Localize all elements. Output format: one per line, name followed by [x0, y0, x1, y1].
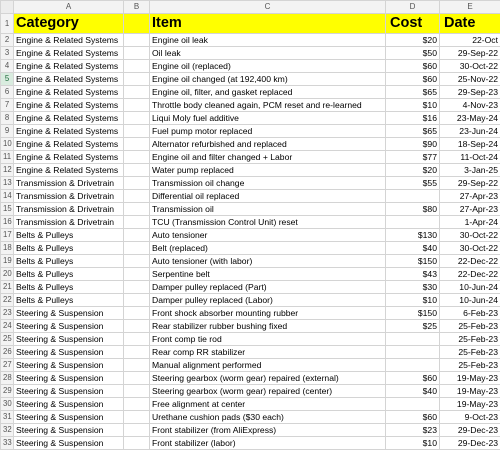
cell-empty-b[interactable]	[124, 411, 150, 424]
row-number[interactable]: 20	[1, 268, 14, 281]
cell-empty-b[interactable]	[124, 190, 150, 203]
row-number[interactable]: 28	[1, 372, 14, 385]
table-row	[1, 86, 500, 99]
cell-empty-b[interactable]	[124, 281, 150, 294]
cell-cost[interactable]: $10	[386, 437, 440, 450]
cell-category[interactable]: Steering & Suspension	[14, 411, 124, 424]
cell-item[interactable]: Front comp tie rod	[150, 333, 386, 346]
cell-category[interactable]: Engine & Related Systems	[14, 151, 124, 164]
row-number[interactable]: 6	[1, 86, 14, 99]
table-row	[1, 411, 500, 424]
cell-date[interactable]: 11-Oct-24	[440, 151, 500, 164]
table-row	[1, 346, 500, 359]
cell-empty-b[interactable]	[124, 346, 150, 359]
table-row	[1, 125, 500, 138]
cell-empty-b[interactable]	[124, 112, 150, 125]
cell-cost[interactable]: $20	[386, 34, 440, 47]
table-row	[1, 255, 500, 268]
cell-category[interactable]: Steering & Suspension	[14, 320, 124, 333]
cell-empty-b[interactable]	[124, 125, 150, 138]
cell-category[interactable]: Steering & Suspension	[14, 372, 124, 385]
cell-cost[interactable]: $25	[386, 320, 440, 333]
row-number[interactable]: 30	[1, 398, 14, 411]
cell-date[interactable]: 30-Oct-22	[440, 60, 500, 73]
cell-date[interactable]: 22-Dec-22	[440, 255, 500, 268]
cell-category[interactable]: Steering & Suspension	[14, 346, 124, 359]
row-number[interactable]: 21	[1, 281, 14, 294]
cell-date[interactable]: 25-Nov-22	[440, 73, 500, 86]
row-number[interactable]: 15	[1, 203, 14, 216]
cell-category[interactable]: Steering & Suspension	[14, 359, 124, 372]
header-cell-item[interactable]: Item	[150, 14, 386, 34]
cell-date[interactable]: 29-Dec-23	[440, 424, 500, 437]
cell-category[interactable]: Transmission & Drivetrain	[14, 177, 124, 190]
row-number[interactable]: 11	[1, 151, 14, 164]
row-number[interactable]: 33	[1, 437, 14, 450]
header-cell-date[interactable]: Date	[440, 14, 500, 34]
table-row	[1, 112, 500, 125]
cell-empty-b[interactable]	[124, 424, 150, 437]
table-row	[1, 47, 500, 60]
cell-category[interactable]: Belts & Pulleys	[14, 229, 124, 242]
table-row	[1, 437, 500, 450]
table-row	[1, 190, 500, 203]
cell-cost[interactable]	[386, 333, 440, 346]
cell-cost[interactable]: $50	[386, 47, 440, 60]
cell-category[interactable]: Engine & Related Systems	[14, 47, 124, 60]
row-number[interactable]: 4	[1, 60, 14, 73]
row-number[interactable]: 12	[1, 164, 14, 177]
cell-date[interactable]: 25-Feb-23	[440, 359, 500, 372]
header-cell-cost[interactable]: Cost	[386, 14, 440, 34]
cell-empty-b[interactable]	[124, 86, 150, 99]
cell-item[interactable]: Rear comp RR stabilizer	[150, 346, 386, 359]
cell-item[interactable]: Engine oil changed (at 192,400 km)	[150, 73, 386, 86]
cell-empty-b[interactable]	[124, 242, 150, 255]
table-row	[1, 99, 500, 112]
cell-date[interactable]: 10-Jun-24	[440, 281, 500, 294]
table-row	[1, 294, 500, 307]
cell-cost[interactable]: $130	[386, 229, 440, 242]
cell-cost[interactable]: $80	[386, 203, 440, 216]
cell-empty-b[interactable]	[124, 73, 150, 86]
cell-item[interactable]: Front shock absorber mounting rubber	[150, 307, 386, 320]
cell-date[interactable]: 29-Sep-22	[440, 177, 500, 190]
row-number[interactable]: 2	[1, 34, 14, 47]
cell-cost[interactable]: $60	[386, 60, 440, 73]
row-number[interactable]: 18	[1, 242, 14, 255]
table-row	[1, 60, 500, 73]
cell-category[interactable]: Engine & Related Systems	[14, 125, 124, 138]
cell-category[interactable]: Engine & Related Systems	[14, 34, 124, 47]
cell-date[interactable]: 29-Dec-23	[440, 437, 500, 450]
cell-category[interactable]: Engine & Related Systems	[14, 73, 124, 86]
cell-date[interactable]: 29-Sep-23	[440, 86, 500, 99]
cell-item[interactable]: Engine oil leak	[150, 34, 386, 47]
cell-cost[interactable]: $150	[386, 307, 440, 320]
table-row	[1, 398, 500, 411]
cell-empty-b[interactable]	[124, 151, 150, 164]
cell-category[interactable]: Steering & Suspension	[14, 385, 124, 398]
cell-item[interactable]: Urethane cushion pads ($30 each)	[150, 411, 386, 424]
column-header-row	[1, 1, 500, 14]
header-cell-category[interactable]: Category	[14, 14, 124, 34]
cell-cost[interactable]: $65	[386, 125, 440, 138]
cell-category[interactable]: Steering & Suspension	[14, 437, 124, 450]
cell-cost[interactable]: $55	[386, 177, 440, 190]
table-row	[1, 164, 500, 177]
cell-empty-b[interactable]	[124, 34, 150, 47]
row-number[interactable]: 16	[1, 216, 14, 229]
cell-date[interactable]: 19-May-23	[440, 385, 500, 398]
cell-date[interactable]: 22-Oct	[440, 34, 500, 47]
cell-cost[interactable]: $43	[386, 268, 440, 281]
cell-item[interactable]: Engine oil, filter, and gasket replaced	[150, 86, 386, 99]
cell-empty-b[interactable]	[124, 320, 150, 333]
cell-item[interactable]: Fuel pump motor replaced	[150, 125, 386, 138]
cell-item[interactable]: Oil leak	[150, 47, 386, 60]
table-row	[1, 359, 500, 372]
table-row	[1, 177, 500, 190]
table-row	[1, 229, 500, 242]
cell-cost[interactable]: $40	[386, 242, 440, 255]
cell-date[interactable]: 23-May-24	[440, 112, 500, 125]
cell-category[interactable]: Belts & Pulleys	[14, 294, 124, 307]
row-number[interactable]: 13	[1, 177, 14, 190]
cell-category[interactable]: Engine & Related Systems	[14, 112, 124, 125]
table-row	[1, 138, 500, 151]
cell-cost[interactable]: $60	[386, 73, 440, 86]
row-number[interactable]: 9	[1, 125, 14, 138]
table-row	[1, 372, 500, 385]
row-number[interactable]: 24	[1, 320, 14, 333]
cell-empty-b[interactable]	[124, 372, 150, 385]
cell-category[interactable]: Engine & Related Systems	[14, 86, 124, 99]
cell-category[interactable]: Engine & Related Systems	[14, 99, 124, 112]
cell-item[interactable]: Steering gearbox (worm gear) repaired (external)	[150, 372, 386, 385]
cell-date[interactable]: 22-Dec-22	[440, 268, 500, 281]
cell-date[interactable]: 25-Feb-23	[440, 320, 500, 333]
cell-empty-b[interactable]	[124, 268, 150, 281]
cell-cost[interactable]: $77	[386, 151, 440, 164]
cell-item[interactable]: Front stabilizer (from AliExpress)	[150, 424, 386, 437]
row-number[interactable]: 14	[1, 190, 14, 203]
cell-empty-b[interactable]	[124, 307, 150, 320]
table-row	[1, 268, 500, 281]
cell-date[interactable]: 19-May-23	[440, 372, 500, 385]
cell-empty-b[interactable]	[124, 255, 150, 268]
cell-category[interactable]: Belts & Pulleys	[14, 281, 124, 294]
cell-category[interactable]: Steering & Suspension	[14, 398, 124, 411]
table-row	[1, 281, 500, 294]
cell-date[interactable]: 30-Oct-22	[440, 242, 500, 255]
row-number[interactable]: 22	[1, 294, 14, 307]
cell-date[interactable]: 27-Apr-23	[440, 190, 500, 203]
cell-empty-b[interactable]	[124, 359, 150, 372]
cell-empty-b[interactable]	[124, 177, 150, 190]
table-row	[1, 216, 500, 229]
cell-date[interactable]: 25-Feb-23	[440, 333, 500, 346]
row-number[interactable]: 25	[1, 333, 14, 346]
cell-empty-b[interactable]	[124, 398, 150, 411]
cell-item[interactable]: Differential oil replaced	[150, 190, 386, 203]
cell-item[interactable]: Alternator refurbished and replaced	[150, 138, 386, 151]
table-row	[1, 151, 500, 164]
cell-item[interactable]: Steering gearbox (worm gear) repaired (center)	[150, 385, 386, 398]
select-all-corner[interactable]	[1, 1, 14, 14]
cell-item[interactable]: Engine oil and filter changed + Labor	[150, 151, 386, 164]
row-number[interactable]: 29	[1, 385, 14, 398]
cell-empty-b[interactable]	[124, 138, 150, 151]
column-header-e[interactable]: E	[440, 1, 500, 14]
cell-date[interactable]: 1-Apr-24	[440, 216, 500, 229]
row-number[interactable]: 32	[1, 424, 14, 437]
cell-date[interactable]: 27-Apr-23	[440, 203, 500, 216]
cell-date[interactable]: 6-Feb-23	[440, 307, 500, 320]
cell-item[interactable]: Throttle body cleaned again, PCM reset and re-learned	[150, 99, 386, 112]
table-row	[1, 34, 500, 47]
cell-empty-b[interactable]	[124, 203, 150, 216]
cell-item[interactable]: Manual alignment performed	[150, 359, 386, 372]
cell-category[interactable]: Belts & Pulleys	[14, 268, 124, 281]
table-row	[1, 333, 500, 346]
cell-cost[interactable]	[386, 398, 440, 411]
cell-cost[interactable]: $10	[386, 99, 440, 112]
cell-item[interactable]: Water pump replaced	[150, 164, 386, 177]
row-number[interactable]: 3	[1, 47, 14, 60]
cell-category[interactable]: Steering & Suspension	[14, 333, 124, 346]
table-row	[1, 424, 500, 437]
cell-cost[interactable]	[386, 190, 440, 203]
row-number[interactable]: 17	[1, 229, 14, 242]
cell-empty-b[interactable]	[124, 229, 150, 242]
cell-cost[interactable]	[386, 346, 440, 359]
cell-category[interactable]: Transmission & Drivetrain	[14, 216, 124, 229]
table-row	[1, 385, 500, 398]
cell-item[interactable]: Front stabilizer (labor)	[150, 437, 386, 450]
cell-date[interactable]: 30-Oct-22	[440, 229, 500, 242]
cell-item[interactable]: Auto tensioner	[150, 229, 386, 242]
cell-category[interactable]: Belts & Pulleys	[14, 242, 124, 255]
cell-category[interactable]: Transmission & Drivetrain	[14, 203, 124, 216]
cell-cost[interactable]: $90	[386, 138, 440, 151]
cell-date[interactable]: 18-Sep-24	[440, 138, 500, 151]
cell-item[interactable]: Belt (replaced)	[150, 242, 386, 255]
column-header-b[interactable]: B	[124, 1, 150, 14]
table-row	[1, 307, 500, 320]
cell-item[interactable]: Damper pulley replaced (Labor)	[150, 294, 386, 307]
cell-cost[interactable]: $40	[386, 385, 440, 398]
cell-item[interactable]: Auto tensioner (with labor)	[150, 255, 386, 268]
row-number[interactable]: 19	[1, 255, 14, 268]
table-row	[1, 73, 500, 86]
table-row	[1, 242, 500, 255]
cell-category[interactable]: Engine & Related Systems	[14, 138, 124, 151]
cell-cost[interactable]: $60	[386, 372, 440, 385]
cell-cost[interactable]: $30	[386, 281, 440, 294]
cell-date[interactable]: 23-Jun-24	[440, 125, 500, 138]
column-header-a[interactable]: A	[14, 1, 124, 14]
table-row	[1, 203, 500, 216]
cell-empty-b[interactable]	[124, 164, 150, 177]
cell-category[interactable]: Engine & Related Systems	[14, 60, 124, 73]
cell-empty-b[interactable]	[124, 437, 150, 450]
cell-cost[interactable]	[386, 216, 440, 229]
cell-item[interactable]: Free alignment at center	[150, 398, 386, 411]
cell-cost[interactable]	[386, 359, 440, 372]
cell-item[interactable]: Rear stabilizer rubber bushing fixed	[150, 320, 386, 333]
cell-item[interactable]: Liqui Moly fuel additive	[150, 112, 386, 125]
cell-cost[interactable]: $20	[386, 164, 440, 177]
cell-item[interactable]: Engine oil (replaced)	[150, 60, 386, 73]
row-number[interactable]: 27	[1, 359, 14, 372]
cell-date[interactable]: 3-Jan-25	[440, 164, 500, 177]
table-header-row	[1, 14, 500, 34]
cell-empty-b[interactable]	[124, 216, 150, 229]
column-header-c[interactable]: C	[150, 1, 386, 14]
cell-cost[interactable]: $60	[386, 411, 440, 424]
row-number[interactable]: 31	[1, 411, 14, 424]
cell-date[interactable]: 29-Sep-22	[440, 47, 500, 60]
cell-item[interactable]: Damper pulley replaced (Part)	[150, 281, 386, 294]
cell-empty-b[interactable]	[124, 333, 150, 346]
cell-date[interactable]: 4-Nov-23	[440, 99, 500, 112]
cell-item[interactable]: Serpentine belt	[150, 268, 386, 281]
row-number[interactable]: 23	[1, 307, 14, 320]
cell-category[interactable]: Belts & Pulleys	[14, 255, 124, 268]
cell-date[interactable]: 9-Oct-23	[440, 411, 500, 424]
cell-category[interactable]: Engine & Related Systems	[14, 164, 124, 177]
cell-empty-b[interactable]	[124, 47, 150, 60]
cell-item[interactable]: Transmission oil	[150, 203, 386, 216]
cell-empty-b[interactable]	[124, 385, 150, 398]
cell-item[interactable]: Transmission oil change	[150, 177, 386, 190]
cell-date[interactable]: 19-May-23	[440, 398, 500, 411]
cell-cost[interactable]: $65	[386, 86, 440, 99]
table-row	[1, 320, 500, 333]
cell-date[interactable]: 25-Feb-23	[440, 346, 500, 359]
row-number[interactable]: 7	[1, 99, 14, 112]
cell-cost[interactable]: $16	[386, 112, 440, 125]
cell-empty-b[interactable]	[124, 294, 150, 307]
cell-category[interactable]: Transmission & Drivetrain	[14, 190, 124, 203]
row-number[interactable]: 8	[1, 112, 14, 125]
row-number[interactable]: 26	[1, 346, 14, 359]
row-number[interactable]: 5	[1, 73, 14, 86]
cell-date[interactable]: 10-Jun-24	[440, 294, 500, 307]
cell-cost[interactable]: $23	[386, 424, 440, 437]
cell-cost[interactable]: $10	[386, 294, 440, 307]
cell-empty-b[interactable]	[124, 99, 150, 112]
cell-item[interactable]: TCU (Transmission Control Unit) reset	[150, 216, 386, 229]
row-number[interactable]: 10	[1, 138, 14, 151]
column-header-d[interactable]: D	[386, 1, 440, 14]
cell-category[interactable]: Steering & Suspension	[14, 307, 124, 320]
cell-empty-b[interactable]	[124, 60, 150, 73]
cell-cost[interactable]: $150	[386, 255, 440, 268]
row-number[interactable]: 1	[1, 14, 14, 34]
cell-b1[interactable]	[124, 14, 150, 34]
cell-category[interactable]: Steering & Suspension	[14, 424, 124, 437]
